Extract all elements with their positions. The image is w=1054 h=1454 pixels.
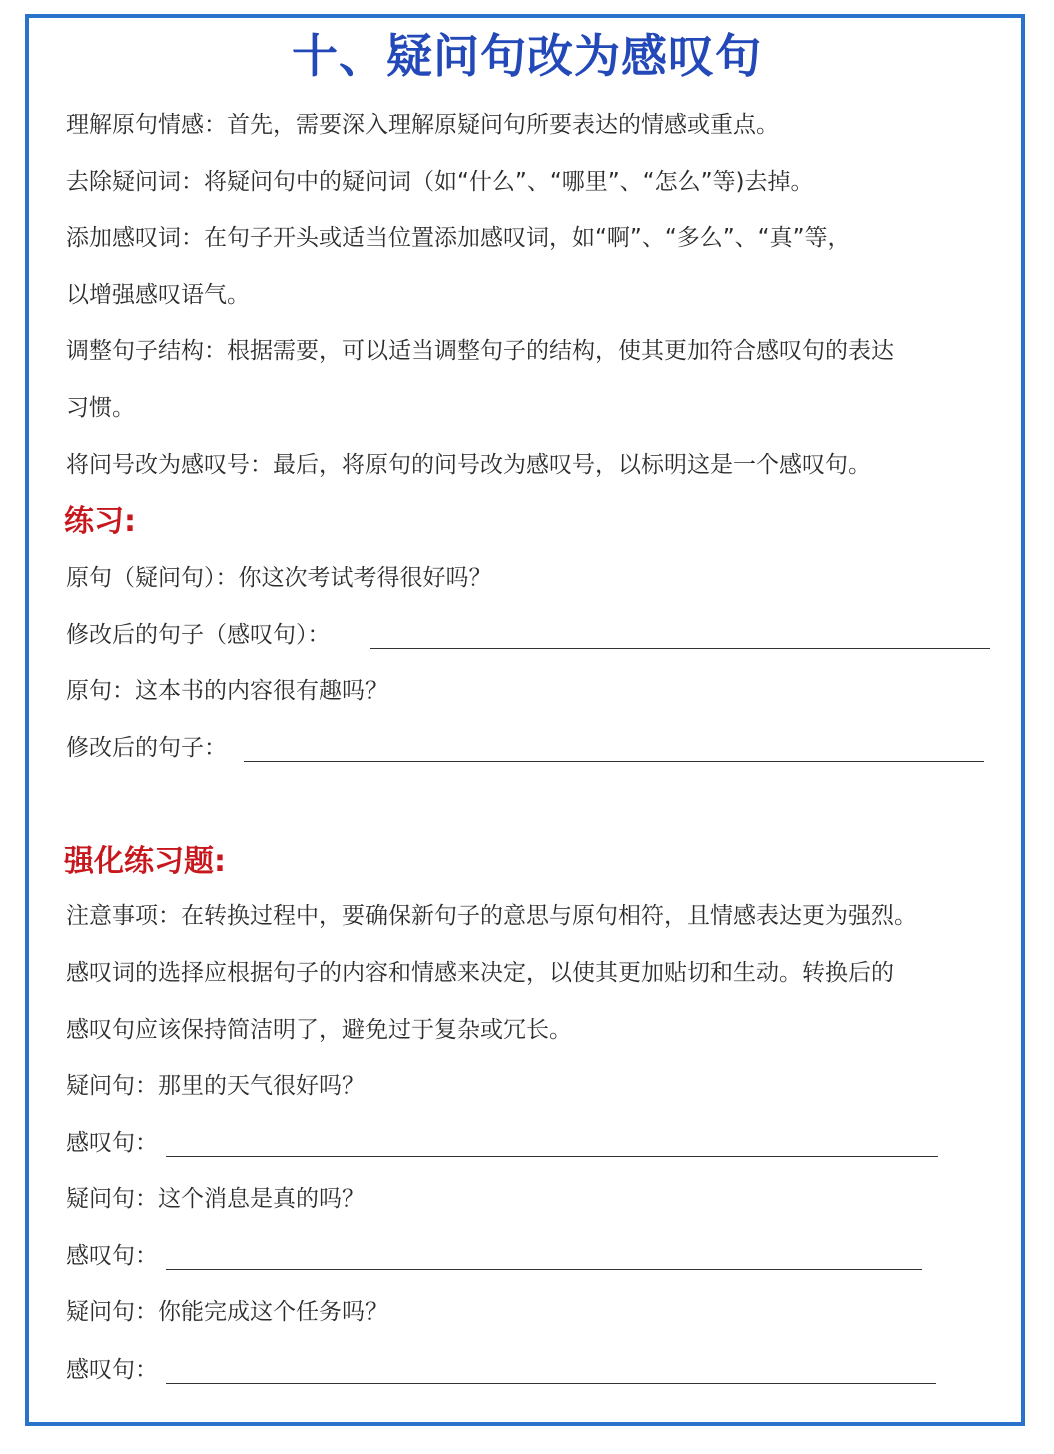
step-adjust-structure-cont: 习惯。 [66,395,135,421]
exercise-answer-label-1: 感叹句： [66,1130,158,1156]
practice-answer-label-1: 修改后的句子（感叹句）： [66,622,331,648]
exercise-answer-blank-2[interactable] [166,1269,922,1270]
advanced-note-1: 注意事项：在转换过程中，要确保新句子的意思与原句相符，且情感表达更为强烈。 [66,903,917,929]
exercise-answer-blank-1[interactable] [166,1156,938,1157]
step-add-exclamation-words-cont: 以增强感叹语气。 [66,282,250,308]
step-change-punctuation: 将问号改为感叹号：最后，将原句的问号改为感叹号，以标明这是一个感叹句。 [66,452,871,478]
step-adjust-structure: 调整句子结构：根据需要，可以适当调整句子的结构，使其更加符合感叹句的表达 [66,338,894,364]
advanced-note-2: 感叹词的选择应根据句子的内容和情感来决定，以使其更加贴切和生动。转换后的 [66,960,894,986]
practice-answer-blank-1[interactable] [370,648,990,649]
exercise-question-2: 疑问句：这个消息是真的吗？ [66,1186,365,1212]
practice-heading: 练习: [64,504,136,539]
practice-original-2: 原句：这本书的内容很有趣吗？ [66,678,388,704]
exercise-answer-label-3: 感叹句： [66,1357,158,1383]
step-understand-emotion: 理解原句情感：首先，需要深入理解原疑问句所要表达的情感或重点。 [66,112,779,138]
page-title: 十、疑问句改为感叹句 [292,29,762,83]
step-add-exclamation-words: 添加感叹词：在句子开头或适当位置添加感叹词，如“啊”、“多么”、“真”等， [66,225,851,251]
advanced-note-3: 感叹句应该保持简洁明了，避免过于复杂或冗长。 [66,1017,572,1043]
practice-answer-label-2: 修改后的句子： [66,735,227,761]
advanced-heading: 强化练习题: [64,844,226,879]
practice-original-1: 原句（疑问句）：你这次考试考得很好吗？ [66,565,492,591]
exercise-answer-label-2: 感叹句： [66,1243,158,1269]
step-remove-question-words: 去除疑问词：将疑问句中的疑问词（如“什么”、“哪里”、“怎么”等)去掉。 [66,169,814,195]
practice-answer-blank-2[interactable] [244,761,984,762]
exercise-answer-blank-3[interactable] [166,1383,936,1384]
exercise-question-1: 疑问句：那里的天气很好吗？ [66,1073,365,1099]
exercise-question-3: 疑问句：你能完成这个任务吗？ [66,1299,388,1325]
